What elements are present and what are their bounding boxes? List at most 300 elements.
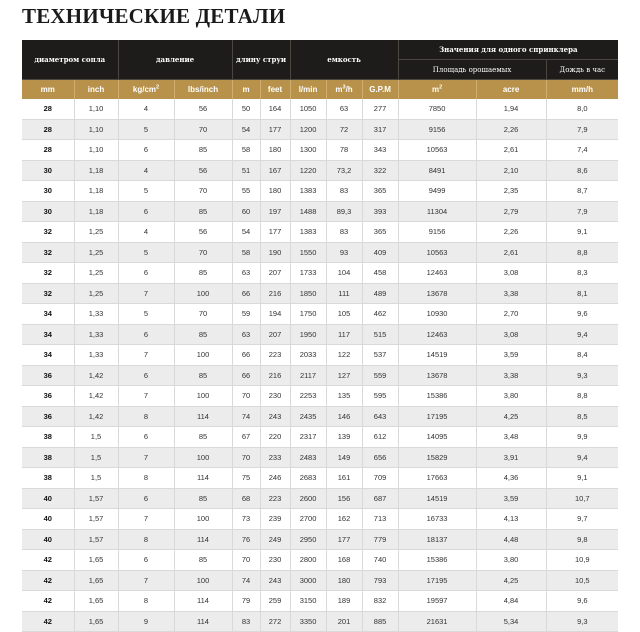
table-row bbox=[22, 386, 618, 407]
cell-kg-cm2: 4 bbox=[118, 222, 174, 243]
cell-mm: 36 bbox=[22, 365, 74, 386]
cell-m3-h: 83 bbox=[326, 181, 362, 202]
cell-mm: 34 bbox=[22, 304, 74, 325]
header-jet-length: длину струи bbox=[232, 40, 290, 80]
cell-m: 70 bbox=[232, 550, 260, 571]
cell-gpm: 365 bbox=[362, 222, 398, 243]
cell-m2: 7850 bbox=[398, 99, 476, 119]
table-row bbox=[22, 160, 618, 181]
cell-feet: 233 bbox=[260, 447, 290, 468]
cell-mm: 32 bbox=[22, 263, 74, 284]
cell-l-min: 3350 bbox=[290, 611, 326, 632]
cell-gpm: 643 bbox=[362, 406, 398, 427]
cell-acre: 2,79 bbox=[476, 201, 546, 222]
cell-inch: 1,33 bbox=[74, 345, 118, 366]
cell-m2: 13678 bbox=[398, 283, 476, 304]
cell-lbs-inch: 85 bbox=[174, 263, 232, 284]
cell-feet: 180 bbox=[260, 181, 290, 202]
unit-lbs-inch: lbs/inch bbox=[174, 80, 232, 100]
cell-acre: 4,25 bbox=[476, 570, 546, 591]
cell-m3-h: 111 bbox=[326, 283, 362, 304]
cell-feet: 223 bbox=[260, 345, 290, 366]
cell-mm: 30 bbox=[22, 201, 74, 222]
cell-l-min: 2800 bbox=[290, 550, 326, 571]
cell-lbs-inch: 114 bbox=[174, 591, 232, 612]
cell-gpm: 515 bbox=[362, 324, 398, 345]
cell-feet: 239 bbox=[260, 509, 290, 530]
unit-acre: acre bbox=[476, 80, 546, 100]
cell-mm-h: 9,3 bbox=[546, 611, 618, 632]
cell-acre: 4,84 bbox=[476, 591, 546, 612]
cell-mm: 42 bbox=[22, 550, 74, 571]
cell-mm: 40 bbox=[22, 509, 74, 530]
cell-m3-h: 139 bbox=[326, 427, 362, 448]
cell-mm-h: 9,1 bbox=[546, 222, 618, 243]
cell-feet: 177 bbox=[260, 119, 290, 140]
cell-l-min: 1200 bbox=[290, 119, 326, 140]
cell-m: 67 bbox=[232, 427, 260, 448]
cell-mm-h: 7,9 bbox=[546, 119, 618, 140]
unit-l-min: l/min bbox=[290, 80, 326, 100]
cell-mm: 32 bbox=[22, 242, 74, 263]
cell-kg-cm2: 7 bbox=[118, 345, 174, 366]
cell-acre: 2,61 bbox=[476, 242, 546, 263]
cell-l-min: 1488 bbox=[290, 201, 326, 222]
cell-mm-h: 8,4 bbox=[546, 345, 618, 366]
cell-l-min: 1300 bbox=[290, 140, 326, 161]
cell-mm: 34 bbox=[22, 345, 74, 366]
cell-m3-h: 149 bbox=[326, 447, 362, 468]
cell-m2: 12463 bbox=[398, 324, 476, 345]
cell-inch: 1,57 bbox=[74, 529, 118, 550]
cell-inch: 1,5 bbox=[74, 447, 118, 468]
unit-m: m bbox=[232, 80, 260, 100]
cell-feet: 177 bbox=[260, 222, 290, 243]
table-row bbox=[22, 427, 618, 448]
cell-inch: 1,42 bbox=[74, 406, 118, 427]
cell-m2: 10563 bbox=[398, 140, 476, 161]
cell-gpm: 537 bbox=[362, 345, 398, 366]
technical-details-table bbox=[22, 40, 618, 632]
cell-gpm: 409 bbox=[362, 242, 398, 263]
cell-m2: 14095 bbox=[398, 427, 476, 448]
cell-m2: 9156 bbox=[398, 119, 476, 140]
cell-mm: 30 bbox=[22, 160, 74, 181]
cell-l-min: 1220 bbox=[290, 160, 326, 181]
units-row bbox=[22, 80, 618, 100]
cell-acre: 3,59 bbox=[476, 345, 546, 366]
cell-kg-cm2: 5 bbox=[118, 181, 174, 202]
cell-mm: 28 bbox=[22, 140, 74, 161]
cell-inch: 1,65 bbox=[74, 570, 118, 591]
cell-m: 73 bbox=[232, 509, 260, 530]
cell-kg-cm2: 7 bbox=[118, 509, 174, 530]
table-row bbox=[22, 283, 618, 304]
cell-feet: 167 bbox=[260, 160, 290, 181]
cell-inch: 1,18 bbox=[74, 160, 118, 181]
unit-kg-cm2 bbox=[118, 80, 174, 100]
cell-inch: 1,5 bbox=[74, 468, 118, 489]
cell-m3-h: 73,2 bbox=[326, 160, 362, 181]
table-row bbox=[22, 242, 618, 263]
cell-gpm: 740 bbox=[362, 550, 398, 571]
cell-acre: 2,10 bbox=[476, 160, 546, 181]
cell-l-min: 2435 bbox=[290, 406, 326, 427]
cell-m3-h: 127 bbox=[326, 365, 362, 386]
cell-gpm: 885 bbox=[362, 611, 398, 632]
cell-inch: 1,42 bbox=[74, 386, 118, 407]
cell-acre: 3,38 bbox=[476, 365, 546, 386]
unit-m2-sup: 2 bbox=[439, 84, 443, 91]
cell-l-min: 2033 bbox=[290, 345, 326, 366]
cell-feet: 216 bbox=[260, 365, 290, 386]
cell-feet: 223 bbox=[260, 488, 290, 509]
cell-m3-h: 177 bbox=[326, 529, 362, 550]
cell-acre: 2,35 bbox=[476, 181, 546, 202]
cell-m2: 18137 bbox=[398, 529, 476, 550]
cell-kg-cm2: 9 bbox=[118, 611, 174, 632]
cell-lbs-inch: 100 bbox=[174, 570, 232, 591]
cell-m: 66 bbox=[232, 365, 260, 386]
table-row bbox=[22, 263, 618, 284]
cell-mm-h: 9,8 bbox=[546, 529, 618, 550]
cell-inch: 1,33 bbox=[74, 304, 118, 325]
cell-gpm: 322 bbox=[362, 160, 398, 181]
cell-feet: 230 bbox=[260, 550, 290, 571]
cell-mm-h: 8,5 bbox=[546, 406, 618, 427]
cell-lbs-inch: 114 bbox=[174, 468, 232, 489]
cell-m: 54 bbox=[232, 222, 260, 243]
cell-lbs-inch: 100 bbox=[174, 447, 232, 468]
cell-m: 79 bbox=[232, 591, 260, 612]
cell-m2: 21631 bbox=[398, 611, 476, 632]
cell-mm: 42 bbox=[22, 611, 74, 632]
cell-mm: 40 bbox=[22, 488, 74, 509]
header-single-sprinkler: Значения для одного спринклера bbox=[398, 40, 618, 60]
cell-m: 74 bbox=[232, 406, 260, 427]
cell-feet: 272 bbox=[260, 611, 290, 632]
cell-m: 58 bbox=[232, 140, 260, 161]
cell-mm: 36 bbox=[22, 386, 74, 407]
cell-kg-cm2: 5 bbox=[118, 242, 174, 263]
unit-m2-base: m bbox=[431, 85, 440, 94]
cell-mm: 42 bbox=[22, 570, 74, 591]
unit-m3-sup: 3 bbox=[342, 84, 346, 91]
table-row bbox=[22, 201, 618, 222]
cell-m: 58 bbox=[232, 242, 260, 263]
cell-kg-cm2: 6 bbox=[118, 427, 174, 448]
cell-feet: 249 bbox=[260, 529, 290, 550]
cell-m2: 9156 bbox=[398, 222, 476, 243]
cell-l-min: 1050 bbox=[290, 99, 326, 119]
cell-mm-h: 9,6 bbox=[546, 304, 618, 325]
cell-acre: 1,94 bbox=[476, 99, 546, 119]
cell-m3-h: 180 bbox=[326, 570, 362, 591]
cell-m: 63 bbox=[232, 263, 260, 284]
cell-l-min: 3000 bbox=[290, 570, 326, 591]
cell-inch: 1,65 bbox=[74, 550, 118, 571]
cell-mm-h: 8,8 bbox=[546, 242, 618, 263]
cell-kg-cm2: 6 bbox=[118, 488, 174, 509]
cell-acre: 3,48 bbox=[476, 427, 546, 448]
cell-feet: 220 bbox=[260, 427, 290, 448]
unit-m3-h bbox=[326, 80, 362, 100]
cell-l-min: 1733 bbox=[290, 263, 326, 284]
cell-m2: 8491 bbox=[398, 160, 476, 181]
cell-inch: 1,65 bbox=[74, 611, 118, 632]
cell-mm: 38 bbox=[22, 447, 74, 468]
table-row bbox=[22, 222, 618, 243]
cell-mm-h: 8,0 bbox=[546, 99, 618, 119]
cell-m2: 17195 bbox=[398, 570, 476, 591]
cell-gpm: 713 bbox=[362, 509, 398, 530]
cell-mm-h: 7,4 bbox=[546, 140, 618, 161]
cell-mm: 42 bbox=[22, 591, 74, 612]
header-nozzle-diameter: диаметром сопла bbox=[22, 40, 118, 80]
cell-kg-cm2: 7 bbox=[118, 283, 174, 304]
cell-m3-h: 162 bbox=[326, 509, 362, 530]
cell-m2: 9499 bbox=[398, 181, 476, 202]
page-title: ТЕХНИЧЕСКИЕ ДЕТАЛИ bbox=[22, 4, 286, 28]
cell-kg-cm2: 5 bbox=[118, 304, 174, 325]
cell-acre: 2,61 bbox=[476, 140, 546, 161]
cell-kg-cm2: 7 bbox=[118, 570, 174, 591]
cell-lbs-inch: 85 bbox=[174, 365, 232, 386]
cell-kg-cm2: 8 bbox=[118, 529, 174, 550]
cell-kg-cm2: 6 bbox=[118, 140, 174, 161]
cell-m2: 11304 bbox=[398, 201, 476, 222]
cell-feet: 230 bbox=[260, 386, 290, 407]
cell-m3-h: 105 bbox=[326, 304, 362, 325]
cell-gpm: 489 bbox=[362, 283, 398, 304]
cell-l-min: 2700 bbox=[290, 509, 326, 530]
unit-mm-h: mm/h bbox=[546, 80, 618, 100]
table-row bbox=[22, 447, 618, 468]
cell-m3-h: 146 bbox=[326, 406, 362, 427]
cell-gpm: 462 bbox=[362, 304, 398, 325]
cell-m2: 14519 bbox=[398, 345, 476, 366]
table-row bbox=[22, 570, 618, 591]
cell-m2: 16733 bbox=[398, 509, 476, 530]
cell-l-min: 3150 bbox=[290, 591, 326, 612]
cell-acre: 3,80 bbox=[476, 550, 546, 571]
cell-mm-h: 9,7 bbox=[546, 509, 618, 530]
cell-feet: 180 bbox=[260, 140, 290, 161]
cell-mm: 30 bbox=[22, 181, 74, 202]
cell-m: 50 bbox=[232, 99, 260, 119]
table-row bbox=[22, 181, 618, 202]
cell-inch: 1,33 bbox=[74, 324, 118, 345]
cell-m3-h: 168 bbox=[326, 550, 362, 571]
cell-l-min: 2253 bbox=[290, 386, 326, 407]
table-row bbox=[22, 529, 618, 550]
cell-lbs-inch: 85 bbox=[174, 201, 232, 222]
cell-mm-h: 8,6 bbox=[546, 160, 618, 181]
cell-gpm: 832 bbox=[362, 591, 398, 612]
cell-mm-h: 8,8 bbox=[546, 386, 618, 407]
cell-mm: 38 bbox=[22, 427, 74, 448]
cell-m3-h: 78 bbox=[326, 140, 362, 161]
cell-m: 75 bbox=[232, 468, 260, 489]
table-row bbox=[22, 406, 618, 427]
cell-acre: 3,08 bbox=[476, 324, 546, 345]
cell-m2: 15829 bbox=[398, 447, 476, 468]
cell-m3-h: 72 bbox=[326, 119, 362, 140]
cell-inch: 1,57 bbox=[74, 509, 118, 530]
cell-acre: 3,38 bbox=[476, 283, 546, 304]
cell-m3-h: 117 bbox=[326, 324, 362, 345]
cell-gpm: 343 bbox=[362, 140, 398, 161]
cell-mm: 28 bbox=[22, 99, 74, 119]
cell-gpm: 277 bbox=[362, 99, 398, 119]
cell-m: 66 bbox=[232, 345, 260, 366]
cell-lbs-inch: 100 bbox=[174, 283, 232, 304]
cell-m2: 14519 bbox=[398, 488, 476, 509]
cell-lbs-inch: 85 bbox=[174, 324, 232, 345]
cell-feet: 243 bbox=[260, 406, 290, 427]
cell-mm: 32 bbox=[22, 222, 74, 243]
unit-m3-base: m bbox=[335, 85, 343, 94]
cell-kg-cm2: 7 bbox=[118, 386, 174, 407]
table-row bbox=[22, 550, 618, 571]
cell-m2: 10563 bbox=[398, 242, 476, 263]
cell-acre: 4,36 bbox=[476, 468, 546, 489]
table-row bbox=[22, 119, 618, 140]
cell-m: 70 bbox=[232, 447, 260, 468]
cell-m: 83 bbox=[232, 611, 260, 632]
cell-kg-cm2: 6 bbox=[118, 263, 174, 284]
cell-mm: 38 bbox=[22, 468, 74, 489]
cell-m: 74 bbox=[232, 570, 260, 591]
cell-kg-cm2: 7 bbox=[118, 447, 174, 468]
cell-inch: 1,5 bbox=[74, 427, 118, 448]
header-pressure: давление bbox=[118, 40, 232, 80]
cell-m2: 13678 bbox=[398, 365, 476, 386]
cell-mm: 36 bbox=[22, 406, 74, 427]
cell-lbs-inch: 100 bbox=[174, 345, 232, 366]
cell-mm: 34 bbox=[22, 324, 74, 345]
table-row bbox=[22, 591, 618, 612]
cell-l-min: 2600 bbox=[290, 488, 326, 509]
cell-feet: 246 bbox=[260, 468, 290, 489]
cell-acre: 3,91 bbox=[476, 447, 546, 468]
cell-lbs-inch: 70 bbox=[174, 119, 232, 140]
cell-inch: 1,57 bbox=[74, 488, 118, 509]
cell-inch: 1,42 bbox=[74, 365, 118, 386]
cell-mm-h: 8,1 bbox=[546, 283, 618, 304]
cell-m: 76 bbox=[232, 529, 260, 550]
cell-feet: 190 bbox=[260, 242, 290, 263]
unit-kg-sup: 2 bbox=[156, 84, 160, 91]
cell-m3-h: 83 bbox=[326, 222, 362, 243]
table-row bbox=[22, 304, 618, 325]
cell-inch: 1,65 bbox=[74, 591, 118, 612]
cell-acre: 3,80 bbox=[476, 386, 546, 407]
unit-feet: feet bbox=[260, 80, 290, 100]
cell-m3-h: 104 bbox=[326, 263, 362, 284]
cell-lbs-inch: 85 bbox=[174, 140, 232, 161]
cell-m3-h: 135 bbox=[326, 386, 362, 407]
table-row bbox=[22, 140, 618, 161]
cell-mm: 40 bbox=[22, 529, 74, 550]
cell-mm-h: 10,9 bbox=[546, 550, 618, 571]
table-row bbox=[22, 365, 618, 386]
cell-acre: 4,13 bbox=[476, 509, 546, 530]
cell-gpm: 656 bbox=[362, 447, 398, 468]
table-row bbox=[22, 324, 618, 345]
table-row bbox=[22, 611, 618, 632]
cell-acre: 2,26 bbox=[476, 222, 546, 243]
cell-acre: 2,70 bbox=[476, 304, 546, 325]
cell-feet: 164 bbox=[260, 99, 290, 119]
cell-gpm: 559 bbox=[362, 365, 398, 386]
table-body bbox=[22, 99, 618, 632]
cell-m: 59 bbox=[232, 304, 260, 325]
cell-feet: 207 bbox=[260, 324, 290, 345]
cell-gpm: 709 bbox=[362, 468, 398, 489]
cell-gpm: 595 bbox=[362, 386, 398, 407]
cell-m: 66 bbox=[232, 283, 260, 304]
cell-kg-cm2: 8 bbox=[118, 591, 174, 612]
cell-inch: 1,18 bbox=[74, 181, 118, 202]
cell-mm-h: 7,9 bbox=[546, 201, 618, 222]
cell-l-min: 1550 bbox=[290, 242, 326, 263]
cell-m: 63 bbox=[232, 324, 260, 345]
cell-lbs-inch: 70 bbox=[174, 304, 232, 325]
cell-lbs-inch: 85 bbox=[174, 550, 232, 571]
cell-gpm: 365 bbox=[362, 181, 398, 202]
cell-kg-cm2: 6 bbox=[118, 550, 174, 571]
cell-inch: 1,25 bbox=[74, 283, 118, 304]
unit-kg-base: kg/cm bbox=[132, 85, 157, 94]
cell-kg-cm2: 6 bbox=[118, 365, 174, 386]
cell-l-min: 2483 bbox=[290, 447, 326, 468]
cell-inch: 1,10 bbox=[74, 119, 118, 140]
cell-acre: 3,59 bbox=[476, 488, 546, 509]
cell-inch: 1,10 bbox=[74, 99, 118, 119]
cell-l-min: 1383 bbox=[290, 222, 326, 243]
header-irrigated-area: Площадь орошаемых bbox=[398, 60, 546, 80]
cell-lbs-inch: 85 bbox=[174, 427, 232, 448]
cell-lbs-inch: 85 bbox=[174, 488, 232, 509]
cell-m2: 15386 bbox=[398, 386, 476, 407]
cell-mm-h: 10,5 bbox=[546, 570, 618, 591]
cell-m2: 17663 bbox=[398, 468, 476, 489]
cell-mm-h: 10,7 bbox=[546, 488, 618, 509]
cell-lbs-inch: 114 bbox=[174, 611, 232, 632]
cell-acre: 5,34 bbox=[476, 611, 546, 632]
cell-kg-cm2: 4 bbox=[118, 99, 174, 119]
cell-inch: 1,25 bbox=[74, 242, 118, 263]
cell-m: 68 bbox=[232, 488, 260, 509]
cell-feet: 194 bbox=[260, 304, 290, 325]
unit-m3-tail: /h bbox=[345, 85, 353, 94]
cell-l-min: 1950 bbox=[290, 324, 326, 345]
cell-l-min: 1383 bbox=[290, 181, 326, 202]
cell-feet: 197 bbox=[260, 201, 290, 222]
cell-m2: 17195 bbox=[398, 406, 476, 427]
cell-inch: 1,25 bbox=[74, 263, 118, 284]
cell-m: 54 bbox=[232, 119, 260, 140]
cell-m2: 12463 bbox=[398, 263, 476, 284]
cell-l-min: 2317 bbox=[290, 427, 326, 448]
cell-m2: 19597 bbox=[398, 591, 476, 612]
cell-mm-h: 9,4 bbox=[546, 447, 618, 468]
cell-m: 51 bbox=[232, 160, 260, 181]
cell-lbs-inch: 100 bbox=[174, 386, 232, 407]
table-row bbox=[22, 488, 618, 509]
cell-kg-cm2: 8 bbox=[118, 468, 174, 489]
